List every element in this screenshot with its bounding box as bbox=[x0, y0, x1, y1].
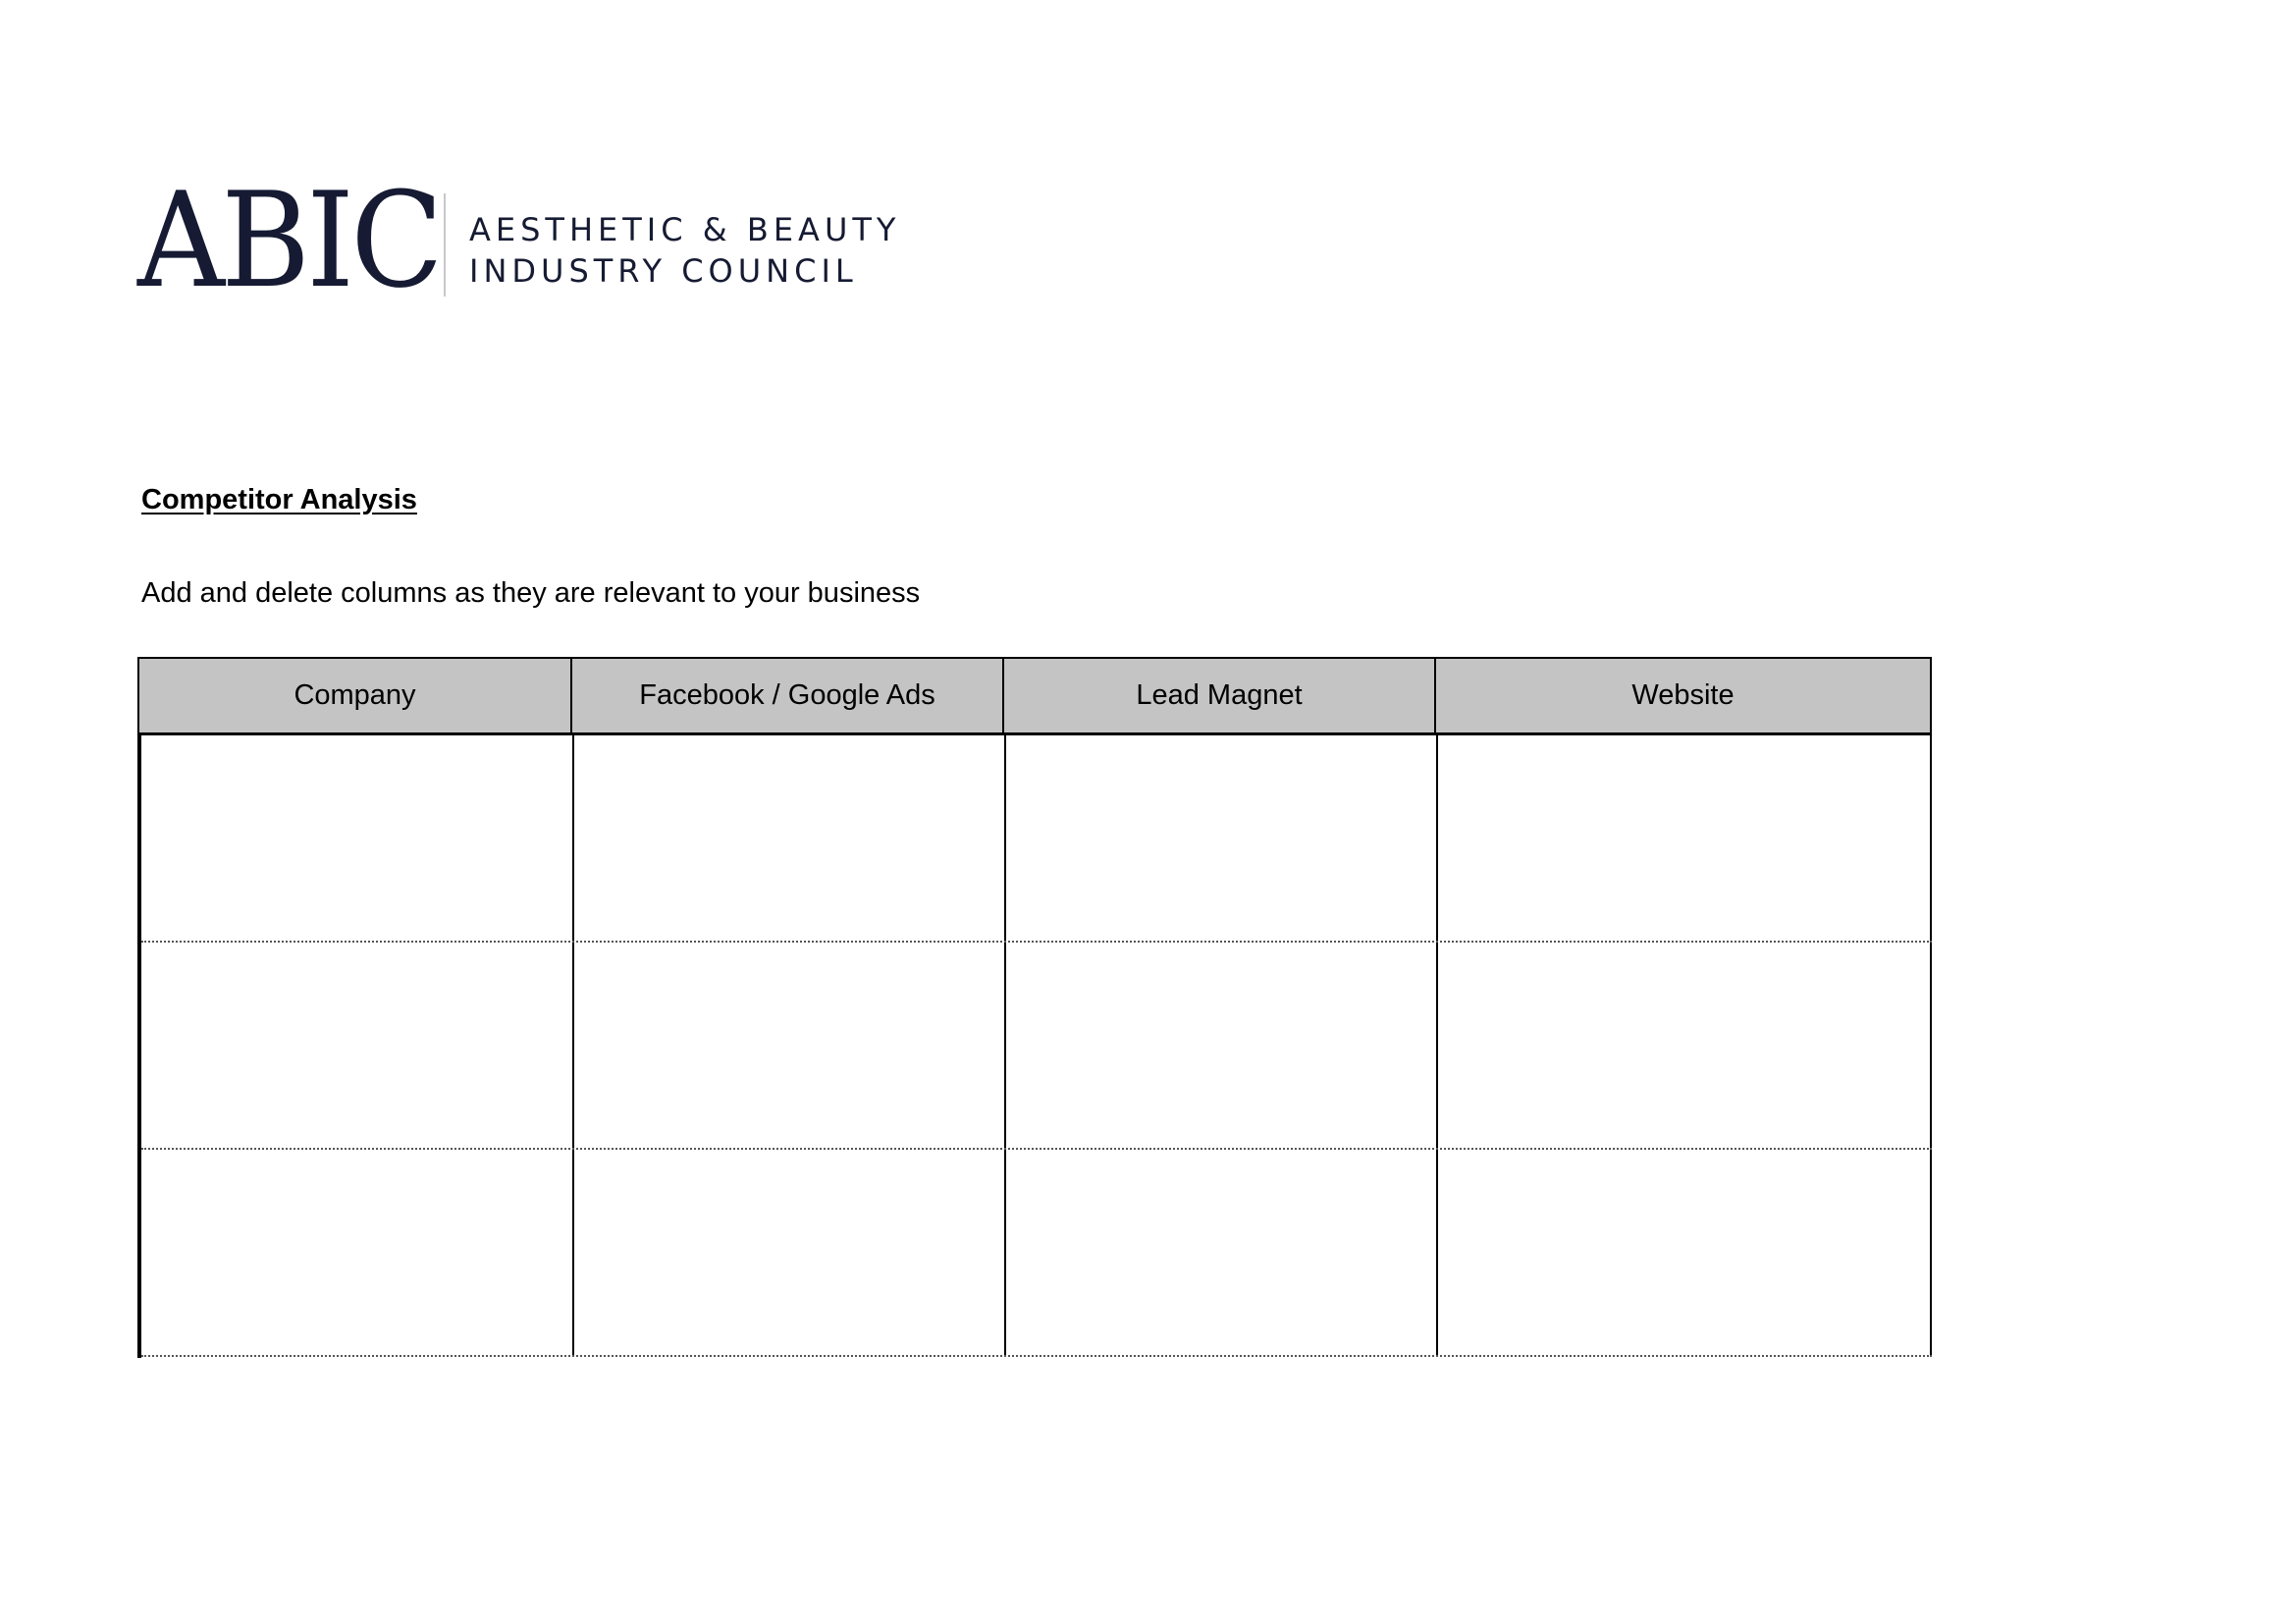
column-header-website: Website bbox=[1631, 679, 1735, 711]
column-header-lead-magnet: Lead Magnet bbox=[1004, 659, 1436, 732]
table-cell-company[interactable] bbox=[141, 943, 574, 1148]
table-cell-ads[interactable] bbox=[574, 1150, 1006, 1355]
page-title: Competitor Analysis bbox=[141, 484, 417, 515]
table-row bbox=[141, 1150, 1932, 1357]
logo-mark: ABIC bbox=[137, 164, 440, 317]
abic-logo bbox=[137, 164, 901, 317]
competitor-table bbox=[137, 657, 1932, 1358]
table-header bbox=[137, 657, 1932, 735]
table-cell-company[interactable] bbox=[141, 735, 574, 941]
column-header-company: Company bbox=[139, 659, 572, 732]
table-cell-lead-magnet[interactable] bbox=[1006, 1150, 1438, 1355]
table-cell-website[interactable] bbox=[1438, 1150, 1932, 1355]
instruction-text: Add and delete columns as they are relevant to your business bbox=[141, 577, 921, 609]
table-cell-company[interactable] bbox=[141, 1150, 574, 1355]
table-cell-website[interactable] bbox=[1438, 735, 1932, 941]
table-cell-lead-magnet[interactable] bbox=[1006, 943, 1438, 1148]
table-cell-ads[interactable] bbox=[574, 735, 1006, 941]
table-cell-lead-magnet[interactable] bbox=[1006, 735, 1438, 941]
table-cell-ads[interactable] bbox=[574, 943, 1006, 1148]
table-row bbox=[141, 943, 1932, 1150]
logo-text-line-1: AESTHETIC & BEAUTY bbox=[469, 211, 901, 248]
table-row bbox=[141, 735, 1932, 943]
logo-divider bbox=[444, 193, 446, 297]
logo-text-line-2: INDUSTRY COUNCIL bbox=[469, 252, 858, 290]
table-cell-website[interactable] bbox=[1438, 943, 1932, 1148]
column-header-ads: Facebook / Google Ads bbox=[572, 659, 1004, 732]
